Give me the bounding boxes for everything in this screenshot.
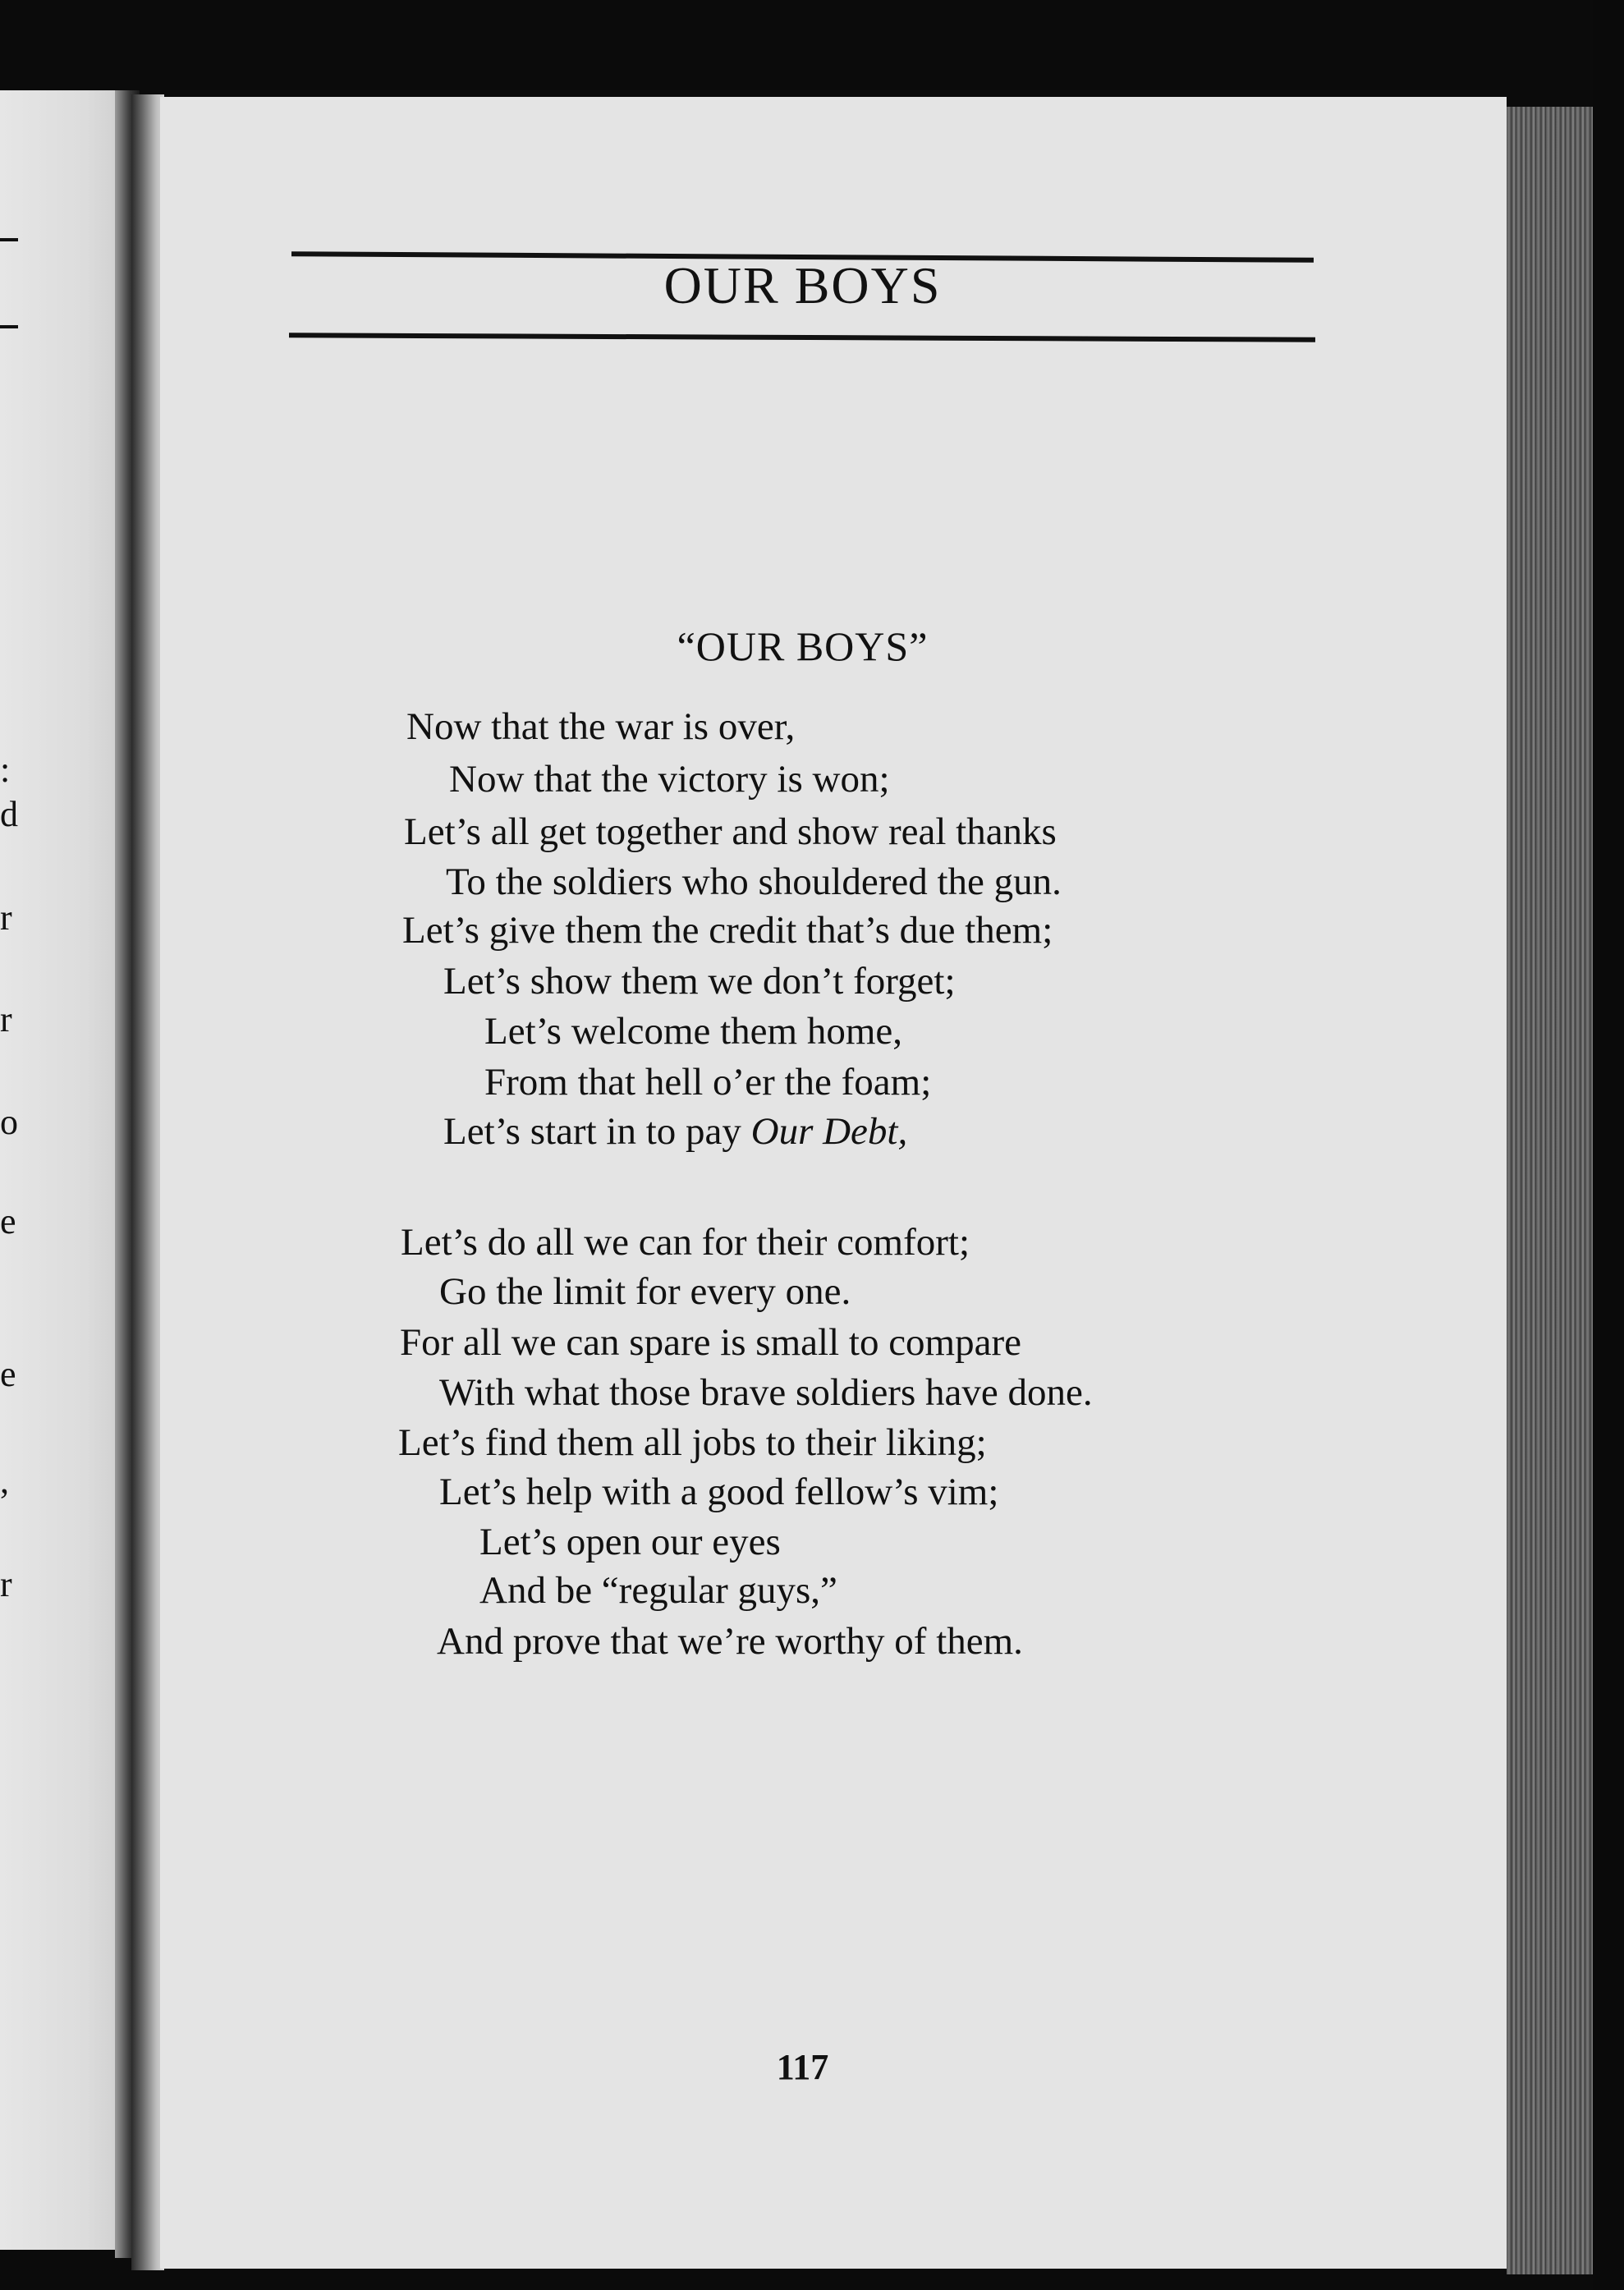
poem-line: Now that the war is over, [406,705,796,748]
facing-page-fragment: r [0,1564,12,1604]
page-stack-edge [1507,107,1593,2274]
poem-line: Let’s find them all jobs to their liking; [398,1421,987,1464]
facing-page-fragment: , [0,1461,9,1501]
facing-page-fragment: e [0,1354,16,1394]
poem-title: “OUR BOYS” [677,623,929,669]
facing-page-fragment: : [0,750,11,790]
poem-line: Let’s open our eyes [479,1521,781,1563]
poem-line: For all we can spare is small to compare [400,1321,1021,1364]
poem-line: And be “regular guys,” [479,1569,837,1612]
running-head: OUR BOYS [663,256,942,314]
facing-page-fragment: r [0,999,12,1039]
page [160,97,1507,2269]
poem-line: To the soldiers who shouldered the gun. [446,860,1062,903]
poem-line: With what those brave soldiers have done. [439,1371,1093,1414]
poem-line: Let’s show them we don’t forget; [443,960,956,1003]
poem-line-italic: Our Debt, [750,1110,908,1153]
facing-page-fragment: d [0,794,18,834]
poem-line: Let’s do all we can for their comfort; [401,1221,970,1264]
scan-border [1593,0,1624,2290]
page-number: 117 [776,2047,829,2087]
poem-line: Let’s help with a good fellow’s vim; [439,1471,999,1513]
book-gutter [131,94,164,2270]
facing-page-fragment: e [0,1201,16,1241]
facing-page-rule [0,325,18,328]
poem-line: And prove that we’re worthy of them. [437,1620,1023,1663]
poem-line: Let’s all get together and show real thanks [404,810,1057,853]
facing-page-rule [0,238,18,241]
facing-page-fragment: o [0,1102,18,1142]
poem-line-text: Let’s start in to pay [443,1110,741,1153]
poem-line [443,1110,908,1153]
poem-line: From that hell o’er the foam; [484,1061,932,1104]
poem-line: Let’s give them the credit that’s due them; [402,909,1053,952]
poem-line: Let’s welcome them home, [484,1010,903,1053]
facing-page-text-fragments [0,0,33,2290]
poem-line: Go the limit for every one. [439,1270,851,1313]
facing-page-fragment: r [0,897,12,938]
poem-line: Now that the victory is won; [449,758,890,801]
